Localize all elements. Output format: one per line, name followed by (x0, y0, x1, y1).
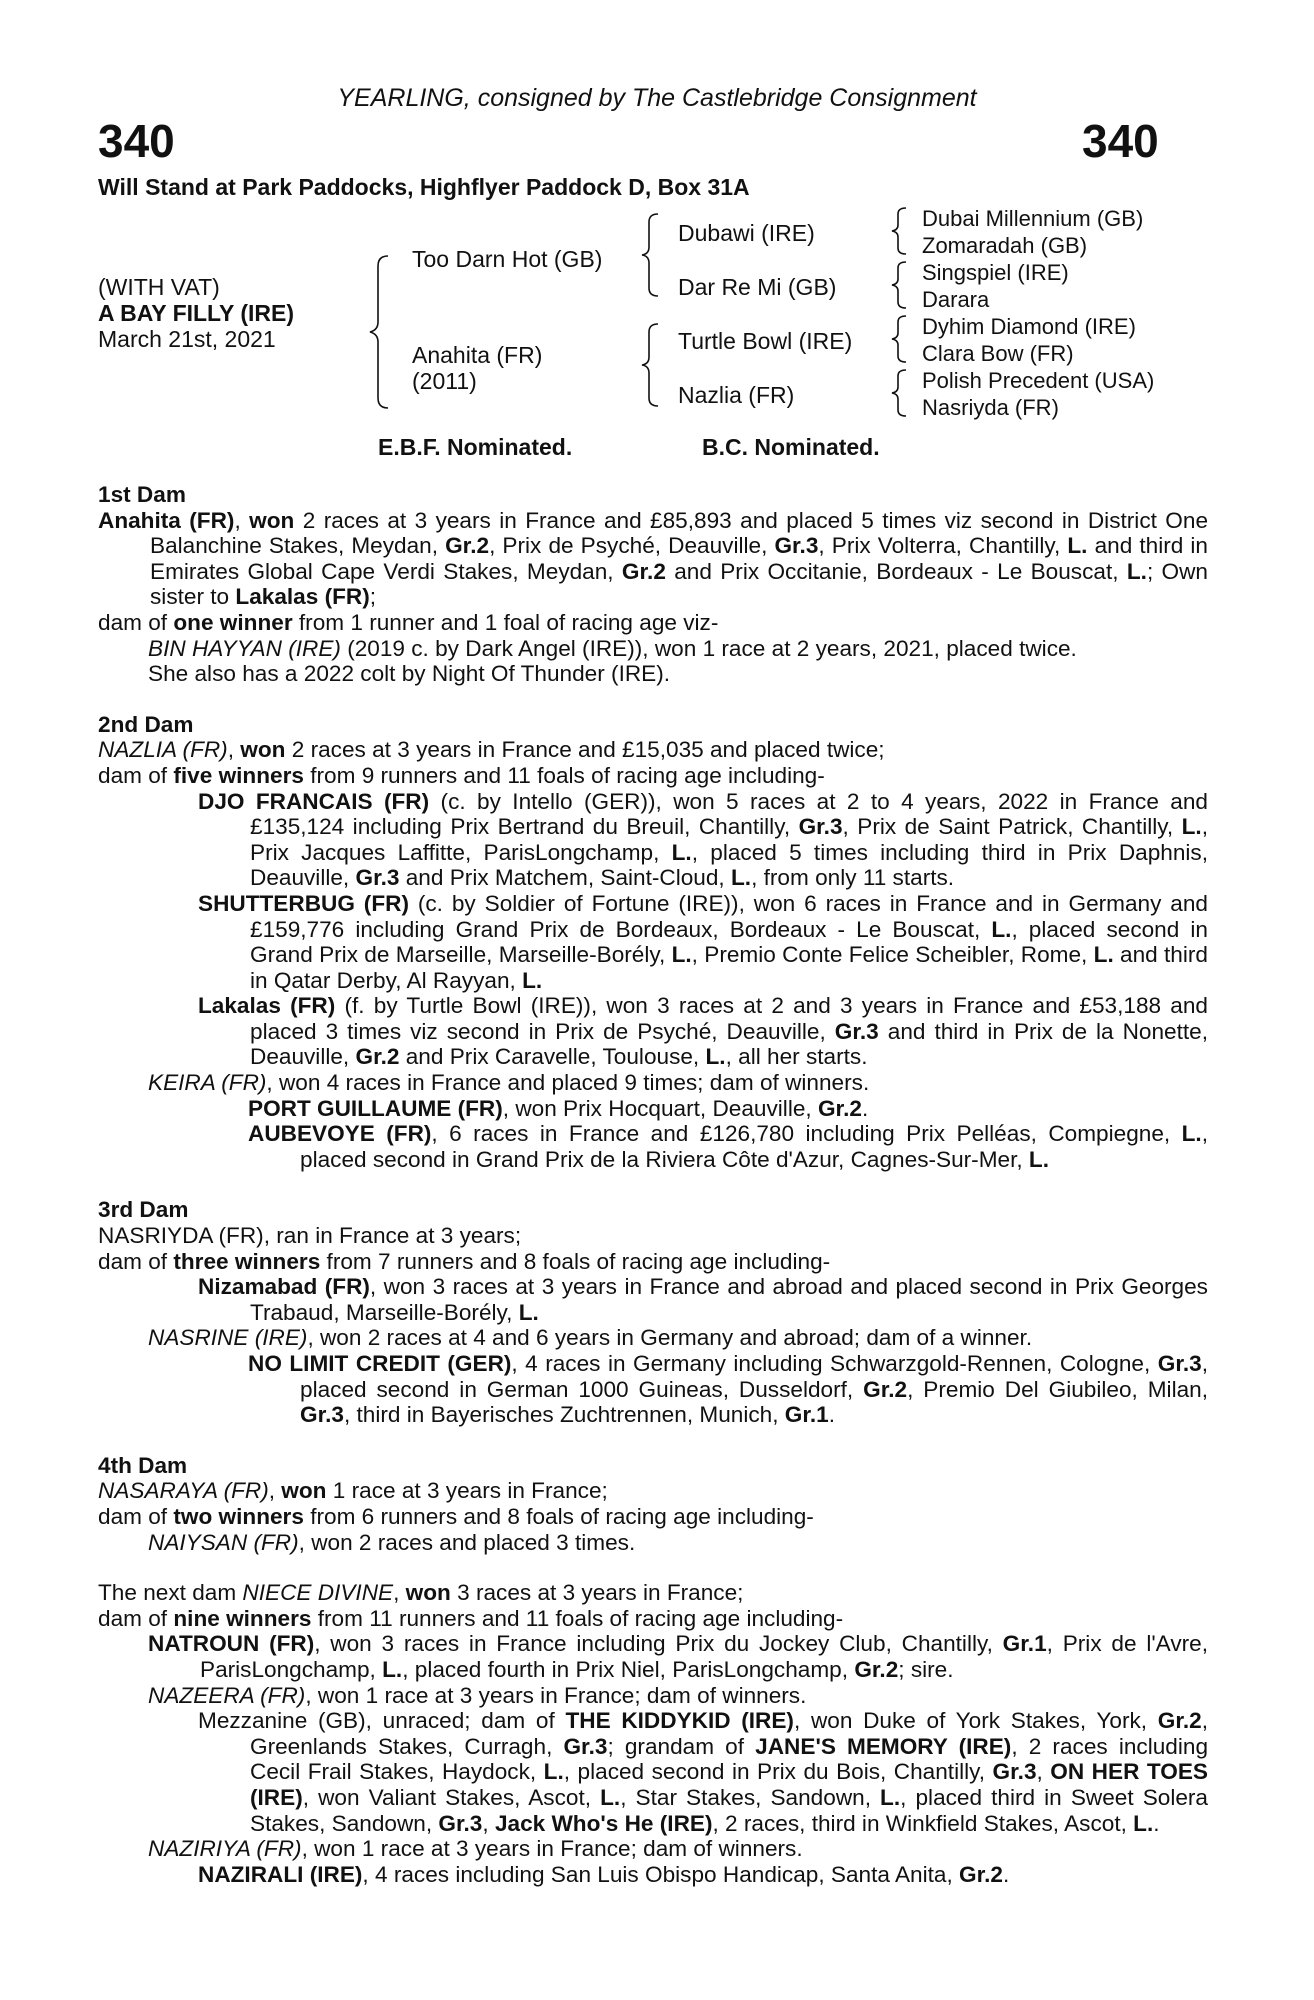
first-dam-note: She also has a 2022 colt by Night Of Thunder (IRE). (148, 661, 671, 687)
pedigree-bracket-main (368, 254, 392, 410)
pedigree-sire: Too Darn Hot (GB) (412, 246, 603, 272)
horse-name: A BAY FILLY (IRE) (98, 300, 294, 326)
produce-port-guillaume: PORT GUILLAUME (FR), won Prix Hocquart, Deauville, Gr.2. (248, 1095, 869, 1121)
produce-keira: KEIRA (FR), won 4 races in France and placed 9 times; dam of winners. (148, 1070, 870, 1096)
pedigree-dam-sire: Turtle Bowl (IRE) (678, 328, 853, 354)
produce-record (98, 482, 1208, 1887)
fourth-dam-produce-summary: dam of two winners from 6 runners and 8 foals of racing age including- (98, 1503, 814, 1529)
pedigree-bracket-g2 (890, 260, 910, 310)
third-dam-record: NASRIYDA (FR), ran in France at 3 years; (98, 1223, 522, 1249)
next-dam-produce-summary: dam of nine winners from 11 runners and 11 foals of racing age including- (98, 1605, 844, 1631)
pedigree-g3-7: Polish Precedent (USA) (922, 368, 1155, 393)
pedigree-bracket-g1 (890, 206, 910, 256)
produce-lakalas: Lakalas (FR) (f. by Turtle Bowl (IRE)), won 3 races at 2 and 3 years in France and £53,188 and placed 3 times viz second in Prix de Psyché, Deauville, Gr.3 and third in Prix de la Nonette, Deauville, Gr.2 and Prix Caravelle, Toulouse, L., all her starts. (198, 993, 1208, 1070)
pedigree-bracket-dam (640, 322, 662, 408)
pedigree-bracket-g3 (890, 314, 910, 364)
fourth-dam-record: NASARAYA (FR), won 1 race at 3 years in France; (98, 1478, 608, 1504)
produce-nazirali: NAZIRALI (IRE), 4 races including San Luis Obispo Handicap, Santa Anita, Gr.2. (198, 1861, 1010, 1887)
first-dam-produce-summary: dam of one winner from 1 runner and 1 foal of racing age viz- (98, 609, 719, 635)
pedigree-g3-5: Dyhim Diamond (IRE) (922, 314, 1136, 339)
pedigree-bracket-g4 (890, 368, 910, 418)
pedigree-bracket-sire (640, 212, 662, 298)
lot-number-right: 340 (1082, 115, 1159, 167)
produce-djo-francais: DJO FRANCAIS (FR) (c. by Intello (GER)), won 5 races at 2 to 4 years, 2022 in France and £135,124 including Prix Bertrand du Breuil, Chantilly, Gr.3, Prix de Saint Patrick, Chantilly, L., Prix Jacques Laffitte, ParisLongchamp, L., placed 5 times including third in Prix Daphnis, Deauville, Gr.3 and Prix Matchem, Saint-Cloud, L., from only 11 starts. (198, 788, 1208, 891)
pedigree-dam-year: (2011) (412, 368, 477, 394)
pedigree-g3-4: Darara (922, 287, 990, 312)
lot-number-left: 340 (98, 115, 175, 167)
stand-location: Will Stand at Park Paddocks, Highflyer Paddock D, Box 31A (98, 174, 750, 200)
pedigree-g3-1: Dubai Millennium (GB) (922, 206, 1144, 231)
first-dam-heading: 1st Dam (98, 482, 186, 507)
ebf-nomination: E.B.F. Nominated. (378, 434, 573, 460)
pedigree-g3-8: Nasriyda (FR) (922, 395, 1059, 420)
foaling-date: March 21st, 2021 (98, 326, 276, 352)
first-dam-record: Anahita (FR), won 2 races at 3 years in France and £85,893 and placed 5 times viz second in District One Balanchine Stakes, Meydan, Gr.2, Prix de Psyché, Deauville, Gr.3, Prix Volterra, Chantilly, L. and third in Emirates Global Cape Verdi Stakes, Meydan, Gr.2 and Prix Occitanie, Bordeaux - Le Bouscat, L.; Own sister to Lakalas (FR); (98, 507, 1209, 610)
produce-natroun: NATROUN (FR), won 3 races in France including Prix du Jockey Club, Chantilly, Gr.1, Prix de l'Avre, ParisLongchamp, L., placed fourth in Prix Niel, ParisLongchamp, Gr.2; sire. (148, 1631, 1208, 1682)
second-dam-heading: 2nd Dam (98, 711, 194, 737)
second-dam-produce-summary: dam of five winners from 9 runners and 11 foals of racing age including- (98, 762, 825, 788)
produce-nazeera: NAZEERA (FR), won 1 race at 3 years in France; dam of winners. (148, 1682, 807, 1708)
pedigree-sire-dam: Dar Re Mi (GB) (678, 274, 837, 300)
pedigree-g3-6: Clara Bow (FR) (922, 341, 1074, 366)
produce-naiysan: NAIYSAN (FR), won 2 races and placed 3 times. (148, 1529, 636, 1555)
third-dam-produce-summary: dam of three winners from 7 runners and 8 foals of racing age including- (98, 1248, 831, 1274)
consignment-line: YEARLING, consigned by The Castlebridge Consignment (337, 84, 977, 112)
bc-nomination: B.C. Nominated. (702, 434, 880, 460)
pedigree-dam: Anahita (FR) (412, 342, 543, 368)
first-dam-produce-item: BIN HAYYAN (IRE) (2019 c. by Dark Angel (IRE)), won 1 race at 2 years, 2021, placed twice. (148, 635, 1077, 661)
second-dam-record: NAZLIA (FR), won 2 races at 3 years in France and £15,035 and placed twice; (98, 737, 885, 763)
produce-naziriya: NAZIRIYA (FR), won 1 race at 3 years in France; dam of winners. (148, 1836, 803, 1862)
produce-mezzanine: Mezzanine (GB), unraced; dam of THE KIDDYKID (IRE), won Duke of York Stakes, York, Gr.2, Greenlands Stakes, Curragh, Gr.3; grandam of JANE'S MEMORY (IRE), 2 races including Cecil Frail Stakes, Haydock, L., placed second in Prix du Bois, Chantilly, Gr.3, ON HER TOES (IRE), won Valiant Stakes, Ascot, L., Star Stakes, Sandown, L., placed third in Sweet Solera Stakes, Sandown, Gr.3, Jack Who's He (IRE), 2 races, third in Winkfield Stakes, Ascot, L.. (198, 1708, 1209, 1836)
fourth-dam-heading: 4th Dam (98, 1452, 188, 1478)
pedigree-dam-dam: Nazlia (FR) (678, 382, 795, 408)
pedigree-g3-3: Singspiel (IRE) (922, 260, 1069, 285)
vat-note: (WITH VAT) (98, 274, 220, 300)
produce-aubevoye: AUBEVOYE (FR), 6 races in France and £126,780 including Prix Pelléas, Compiegne, L., placed second in Grand Prix de la Riviera Côte d'Azur, Cagnes-Sur-Mer, L. (248, 1121, 1208, 1172)
pedigree-g3-2: Zomaradah (GB) (922, 233, 1088, 258)
produce-nizamabad: Nizamabad (FR), won 3 races at 3 years in France and abroad and placed second in Prix Georges Trabaud, Marseille-Borély, L. (198, 1274, 1208, 1325)
next-dam-record: The next dam NIECE DIVINE, won 3 races at 3 years in France; (98, 1580, 744, 1606)
third-dam-heading: 3rd Dam (98, 1197, 189, 1223)
pedigree-sire-sire: Dubawi (IRE) (678, 220, 815, 246)
produce-shutterbug: SHUTTERBUG (FR) (c. by Soldier of Fortune (IRE)), won 6 races in France and in Germany and £159,776 including Grand Prix de Bordeaux, Bordeaux - Le Bouscat, L., placed second in Grand Prix de Marseille, Marseille-Borély, L., Premio Conte Felice Scheibler, Rome, L. and third in Qatar Derby, Al Rayyan, L. (198, 890, 1208, 993)
produce-nasrine: NASRINE (IRE), won 2 races at 4 and 6 years in Germany and abroad; dam of a winner. (148, 1325, 1033, 1351)
produce-no-limit-credit: NO LIMIT CREDIT (GER), 4 races in Germany including Schwarzgold-Rennen, Cologne, Gr.3, placed second in German 1000 Guineas, Dusseldorf, Gr.2, Premio Del Giubileo, Milan, Gr.3, third in Bayerisches Zuchtrennen, Munich, Gr.1. (248, 1351, 1209, 1428)
